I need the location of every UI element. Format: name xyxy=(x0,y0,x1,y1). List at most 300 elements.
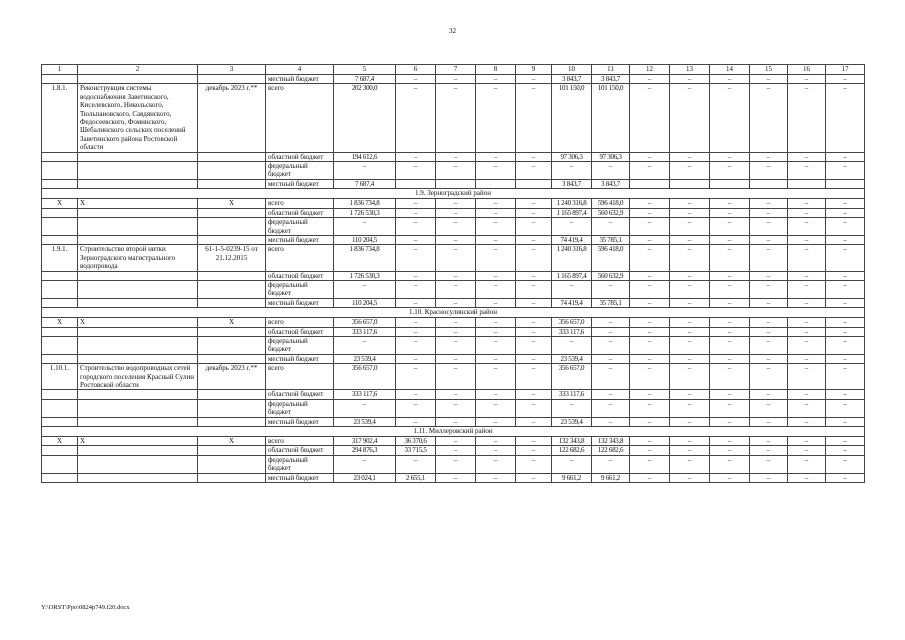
amount-cell: – xyxy=(670,446,710,455)
amount-cell: – xyxy=(826,390,865,399)
amount-cell: – xyxy=(750,364,788,390)
amount-cell: – xyxy=(516,84,552,152)
amount-cell: – xyxy=(670,417,710,426)
amount-cell: – xyxy=(630,364,670,390)
amount-cell: – xyxy=(750,84,788,152)
table-row xyxy=(42,455,865,473)
amount-cell: – xyxy=(592,364,630,390)
amount-cell: – xyxy=(334,336,396,354)
amount-cell: – xyxy=(670,390,710,399)
section-heading: 1.9. Зерноградский район xyxy=(42,189,865,199)
amount-cell: – xyxy=(476,354,516,363)
amount-cell: – xyxy=(516,235,552,244)
amount-cell: – xyxy=(436,455,476,473)
amount-cell: – xyxy=(750,245,788,271)
amount-cell: – xyxy=(710,162,750,180)
document-cell xyxy=(198,336,266,354)
amount-cell: – xyxy=(670,218,710,236)
amount-cell: – xyxy=(788,364,826,390)
amount-cell: – xyxy=(826,318,865,327)
document-cell xyxy=(198,327,266,336)
amount-cell: – xyxy=(516,364,552,390)
amount-cell: 317 902,4 xyxy=(334,437,396,446)
amount-cell: – xyxy=(826,417,865,426)
amount-cell: – xyxy=(826,455,865,473)
column-number: 15 xyxy=(750,65,788,75)
document-cell xyxy=(198,152,266,161)
object-name-cell: X xyxy=(78,437,198,446)
amount-cell: – xyxy=(436,446,476,455)
amount-cell: – xyxy=(750,271,788,280)
amount-cell: – xyxy=(396,199,436,208)
amount-cell: – xyxy=(436,75,476,84)
amount-cell: 122 682,6 xyxy=(592,446,630,455)
amount-cell: – xyxy=(630,208,670,217)
amount-cell: 23 539,4 xyxy=(334,354,396,363)
amount-cell: – xyxy=(788,152,826,161)
item-number-cell xyxy=(42,354,78,363)
amount-cell: – xyxy=(710,298,750,307)
amount-cell: – xyxy=(334,162,396,180)
amount-cell: – xyxy=(592,336,630,354)
table-row xyxy=(42,327,865,336)
amount-cell: – xyxy=(788,280,826,298)
document-cell xyxy=(198,455,266,473)
amount-cell: – xyxy=(630,245,670,271)
document-cell: декабрь 2023 г.** xyxy=(198,84,266,152)
amount-cell: – xyxy=(476,162,516,180)
amount-cell: – xyxy=(436,298,476,307)
amount-cell: – xyxy=(788,162,826,180)
amount-cell: – xyxy=(630,199,670,208)
amount-cell: – xyxy=(436,354,476,363)
object-name-cell: Строительство водопроводных сетей городского поселения Красный Сулин Ростовской области xyxy=(78,364,198,390)
amount-cell: 7 687,4 xyxy=(334,179,396,188)
object-name-cell xyxy=(78,327,198,336)
amount-cell: – xyxy=(826,327,865,336)
table-row xyxy=(42,152,865,161)
amount-cell: – xyxy=(788,327,826,336)
amount-cell: – xyxy=(710,390,750,399)
item-number-cell xyxy=(42,455,78,473)
amount-cell: – xyxy=(826,336,865,354)
amount-cell: – xyxy=(334,455,396,473)
item-number-cell xyxy=(42,75,78,84)
budget-table xyxy=(41,64,865,483)
document-cell xyxy=(198,446,266,455)
item-number-cell xyxy=(42,235,78,244)
amount-cell: – xyxy=(670,298,710,307)
table-row xyxy=(42,218,865,236)
funding-source-cell: местный бюджет xyxy=(266,235,334,244)
amount-cell: – xyxy=(670,152,710,161)
amount-cell: – xyxy=(750,399,788,417)
amount-cell: – xyxy=(710,235,750,244)
amount-cell: – xyxy=(552,162,592,180)
document-cell xyxy=(198,473,266,482)
amount-cell: – xyxy=(710,455,750,473)
item-number-cell xyxy=(42,280,78,298)
amount-cell: – xyxy=(396,336,436,354)
funding-source-cell: местный бюджет xyxy=(266,417,334,426)
amount-cell: – xyxy=(670,199,710,208)
amount-cell: – xyxy=(710,327,750,336)
table-row xyxy=(42,473,865,482)
amount-cell: – xyxy=(750,152,788,161)
amount-cell: – xyxy=(670,437,710,446)
amount-cell: – xyxy=(396,455,436,473)
column-number: 5 xyxy=(334,65,396,75)
amount-cell: – xyxy=(630,152,670,161)
amount-cell: – xyxy=(826,280,865,298)
amount-cell: – xyxy=(436,473,476,482)
object-name-cell: Строительство второй нитки Зерноградского магистрального водопровода xyxy=(78,245,198,271)
amount-cell: – xyxy=(476,298,516,307)
item-number-cell xyxy=(42,271,78,280)
item-number-cell xyxy=(42,152,78,161)
amount-cell: – xyxy=(592,280,630,298)
document-cell xyxy=(198,75,266,84)
amount-cell: – xyxy=(710,84,750,152)
amount-cell: 333 117,6 xyxy=(334,327,396,336)
amount-cell: – xyxy=(476,84,516,152)
amount-cell: – xyxy=(750,437,788,446)
document-cell xyxy=(198,208,266,217)
amount-cell: – xyxy=(334,218,396,236)
section-heading-row xyxy=(42,427,865,437)
object-name-cell xyxy=(78,336,198,354)
amount-cell: – xyxy=(826,245,865,271)
amount-cell: – xyxy=(826,162,865,180)
amount-cell: – xyxy=(516,218,552,236)
amount-cell: – xyxy=(826,364,865,390)
amount-cell: – xyxy=(788,208,826,217)
amount-cell: – xyxy=(592,218,630,236)
amount-cell: – xyxy=(334,280,396,298)
amount-cell: – xyxy=(788,437,826,446)
amount-cell: – xyxy=(592,399,630,417)
amount-cell: 101 150,0 xyxy=(592,84,630,152)
amount-cell: – xyxy=(396,235,436,244)
amount-cell: – xyxy=(396,271,436,280)
funding-source-cell: местный бюджет xyxy=(266,354,334,363)
table-row xyxy=(42,446,865,455)
amount-cell: – xyxy=(826,218,865,236)
amount-cell: – xyxy=(750,390,788,399)
amount-cell: – xyxy=(476,390,516,399)
object-name-cell: Реконструкция системы водоснабжения Заветинского, Киселевского, Никольского, Тюльпановского, Савдянского, Федосеевского, Фоминского, Шебалинского сельских поселений Заветинского района Ростовской области xyxy=(78,84,198,152)
amount-cell: 97 306,3 xyxy=(592,152,630,161)
amount-cell: – xyxy=(670,327,710,336)
document-cell xyxy=(198,235,266,244)
amount-cell: 132 343,8 xyxy=(552,437,592,446)
amount-cell: – xyxy=(552,218,592,236)
amount-cell: 333 117,6 xyxy=(334,390,396,399)
amount-cell: – xyxy=(710,354,750,363)
amount-cell xyxy=(750,179,788,188)
amount-cell: – xyxy=(788,455,826,473)
amount-cell: 74 419,4 xyxy=(552,235,592,244)
table-row xyxy=(42,271,865,280)
funding-source-cell: областной бюджет xyxy=(266,271,334,280)
amount-cell: 97 306,3 xyxy=(552,152,592,161)
amount-cell: – xyxy=(630,75,670,84)
amount-cell: 35 785,1 xyxy=(592,298,630,307)
document-cell xyxy=(198,280,266,298)
item-number-cell: X xyxy=(42,199,78,208)
item-number-cell xyxy=(42,446,78,455)
column-number: 17 xyxy=(826,65,865,75)
table-row xyxy=(42,399,865,417)
amount-cell: – xyxy=(436,327,476,336)
amount-cell: 110 204,5 xyxy=(334,298,396,307)
amount-cell xyxy=(826,179,865,188)
amount-cell: 333 117,6 xyxy=(552,327,592,336)
amount-cell: – xyxy=(710,364,750,390)
amount-cell: 122 682,6 xyxy=(552,446,592,455)
object-name-cell xyxy=(78,399,198,417)
amount-cell: – xyxy=(436,318,476,327)
amount-cell: – xyxy=(788,245,826,271)
amount-cell: – xyxy=(592,327,630,336)
amount-cell: 3 843,7 xyxy=(592,75,630,84)
amount-cell: – xyxy=(436,218,476,236)
amount-cell: 194 612,6 xyxy=(334,152,396,161)
amount-cell: – xyxy=(788,298,826,307)
amount-cell: – xyxy=(670,84,710,152)
amount-cell: – xyxy=(516,199,552,208)
amount-cell: – xyxy=(476,446,516,455)
amount-cell: – xyxy=(552,455,592,473)
amount-cell: – xyxy=(592,162,630,180)
document-cell xyxy=(198,179,266,188)
amount-cell: – xyxy=(750,354,788,363)
amount-cell: – xyxy=(552,336,592,354)
table-row xyxy=(42,318,865,327)
amount-cell: – xyxy=(516,390,552,399)
amount-cell: 23 539,4 xyxy=(552,354,592,363)
amount-cell: – xyxy=(396,354,436,363)
amount-cell: – xyxy=(630,437,670,446)
funding-source-cell: областной бюджет xyxy=(266,327,334,336)
amount-cell: 356 657,0 xyxy=(552,318,592,327)
amount-cell: – xyxy=(710,199,750,208)
funding-source-cell: областной бюджет xyxy=(266,390,334,399)
funding-source-cell: областной бюджет xyxy=(266,446,334,455)
table-row xyxy=(42,235,865,244)
amount-cell: 1 726 530,3 xyxy=(334,271,396,280)
amount-cell: – xyxy=(396,390,436,399)
amount-cell: – xyxy=(750,318,788,327)
amount-cell: – xyxy=(436,280,476,298)
table-row xyxy=(42,354,865,363)
amount-cell: – xyxy=(788,446,826,455)
amount-cell: – xyxy=(630,417,670,426)
table-row xyxy=(42,437,865,446)
document-cell: X xyxy=(198,437,266,446)
amount-cell: 9 661,2 xyxy=(552,473,592,482)
object-name-cell xyxy=(78,473,198,482)
amount-cell: – xyxy=(396,298,436,307)
amount-cell: 294 876,3 xyxy=(334,446,396,455)
amount-cell: – xyxy=(592,354,630,363)
amount-cell: 36 370,6 xyxy=(396,437,436,446)
amount-cell: – xyxy=(826,152,865,161)
item-number-cell xyxy=(42,399,78,417)
column-number-row xyxy=(42,65,865,75)
amount-cell: – xyxy=(670,455,710,473)
amount-cell: 3 843,7 xyxy=(592,179,630,188)
amount-cell: – xyxy=(630,327,670,336)
amount-cell: – xyxy=(476,318,516,327)
amount-cell: – xyxy=(436,336,476,354)
item-number-cell: 1.8.1. xyxy=(42,84,78,152)
column-number: 16 xyxy=(788,65,826,75)
amount-cell: – xyxy=(826,354,865,363)
amount-cell xyxy=(788,179,826,188)
funding-source-cell: федеральный бюджет xyxy=(266,280,334,298)
amount-cell: 3 843,7 xyxy=(552,179,592,188)
amount-cell: – xyxy=(630,84,670,152)
section-heading-row xyxy=(42,189,865,199)
amount-cell: 596 418,0 xyxy=(592,199,630,208)
amount-cell: 356 657,0 xyxy=(334,364,396,390)
funding-source-cell: федеральный бюджет xyxy=(266,218,334,236)
amount-cell: 202 300,0 xyxy=(334,84,396,152)
amount-cell: – xyxy=(826,208,865,217)
document-cell xyxy=(198,417,266,426)
amount-cell: – xyxy=(630,455,670,473)
amount-cell: 101 150,0 xyxy=(552,84,592,152)
amount-cell: – xyxy=(826,271,865,280)
amount-cell: – xyxy=(516,75,552,84)
column-number: 6 xyxy=(396,65,436,75)
section-heading-row xyxy=(42,308,865,318)
item-number-cell xyxy=(42,218,78,236)
amount-cell: – xyxy=(630,235,670,244)
amount-cell: 1 836 734,8 xyxy=(334,245,396,271)
item-number-cell xyxy=(42,417,78,426)
table-row xyxy=(42,179,865,188)
item-number-cell xyxy=(42,473,78,482)
amount-cell: 23 539,4 xyxy=(334,417,396,426)
amount-cell: – xyxy=(710,208,750,217)
amount-cell: – xyxy=(516,417,552,426)
amount-cell: – xyxy=(396,245,436,271)
funding-source-cell: местный бюджет xyxy=(266,179,334,188)
amount-cell: – xyxy=(670,245,710,271)
amount-cell: – xyxy=(592,318,630,327)
document-cell xyxy=(198,354,266,363)
funding-source-cell: местный бюджет xyxy=(266,75,334,84)
table-row xyxy=(42,364,865,390)
table-row xyxy=(42,298,865,307)
funding-source-cell: всего xyxy=(266,364,334,390)
amount-cell: 35 785,1 xyxy=(592,235,630,244)
amount-cell: 2 655,1 xyxy=(396,473,436,482)
column-number: 12 xyxy=(630,65,670,75)
object-name-cell xyxy=(78,390,198,399)
amount-cell: – xyxy=(750,298,788,307)
amount-cell: – xyxy=(396,364,436,390)
column-number: 13 xyxy=(670,65,710,75)
amount-cell: – xyxy=(516,446,552,455)
amount-cell: – xyxy=(630,446,670,455)
amount-cell: 3 843,7 xyxy=(552,75,592,84)
amount-cell: – xyxy=(788,417,826,426)
amount-cell: – xyxy=(476,364,516,390)
amount-cell: 23 539,4 xyxy=(552,417,592,426)
amount-cell: – xyxy=(826,235,865,244)
amount-cell: – xyxy=(516,318,552,327)
amount-cell: 1 836 734,8 xyxy=(334,199,396,208)
amount-cell: – xyxy=(516,336,552,354)
funding-source-cell: федеральный бюджет xyxy=(266,336,334,354)
amount-cell: – xyxy=(630,218,670,236)
amount-cell: – xyxy=(670,75,710,84)
amount-cell: – xyxy=(516,354,552,363)
object-name-cell: X xyxy=(78,199,198,208)
amount-cell: – xyxy=(750,417,788,426)
amount-cell: – xyxy=(750,208,788,217)
amount-cell: 74 419,4 xyxy=(552,298,592,307)
object-name-cell xyxy=(78,162,198,180)
amount-cell: – xyxy=(516,327,552,336)
amount-cell: 110 204,5 xyxy=(334,235,396,244)
item-number-cell xyxy=(42,298,78,307)
amount-cell: – xyxy=(670,280,710,298)
column-number: 9 xyxy=(516,65,552,75)
amount-cell: 132 343,8 xyxy=(592,437,630,446)
amount-cell: – xyxy=(476,152,516,161)
object-name-cell xyxy=(78,208,198,217)
amount-cell: – xyxy=(788,235,826,244)
amount-cell: – xyxy=(788,473,826,482)
amount-cell: – xyxy=(396,162,436,180)
column-number: 2 xyxy=(78,65,198,75)
amount-cell: – xyxy=(710,152,750,161)
page-number: 32 xyxy=(449,27,456,35)
amount-cell: – xyxy=(710,446,750,455)
amount-cell xyxy=(436,179,476,188)
item-number-cell: 1.9.1. xyxy=(42,245,78,271)
amount-cell: – xyxy=(476,280,516,298)
item-number-cell xyxy=(42,179,78,188)
table-row xyxy=(42,280,865,298)
item-number-cell xyxy=(42,208,78,217)
amount-cell: – xyxy=(476,75,516,84)
object-name-cell: X xyxy=(78,318,198,327)
amount-cell: – xyxy=(516,152,552,161)
amount-cell: – xyxy=(516,399,552,417)
amount-cell: – xyxy=(436,271,476,280)
funding-source-cell: областной бюджет xyxy=(266,208,334,217)
column-number: 11 xyxy=(592,65,630,75)
amount-cell: – xyxy=(750,218,788,236)
amount-cell: – xyxy=(788,218,826,236)
column-number: 14 xyxy=(710,65,750,75)
amount-cell: – xyxy=(710,75,750,84)
object-name-cell xyxy=(78,298,198,307)
amount-cell: – xyxy=(630,354,670,363)
amount-cell: – xyxy=(630,336,670,354)
amount-cell: – xyxy=(670,473,710,482)
amount-cell: – xyxy=(436,152,476,161)
amount-cell: – xyxy=(630,399,670,417)
amount-cell: – xyxy=(826,84,865,152)
amount-cell: – xyxy=(630,390,670,399)
amount-cell: – xyxy=(630,280,670,298)
